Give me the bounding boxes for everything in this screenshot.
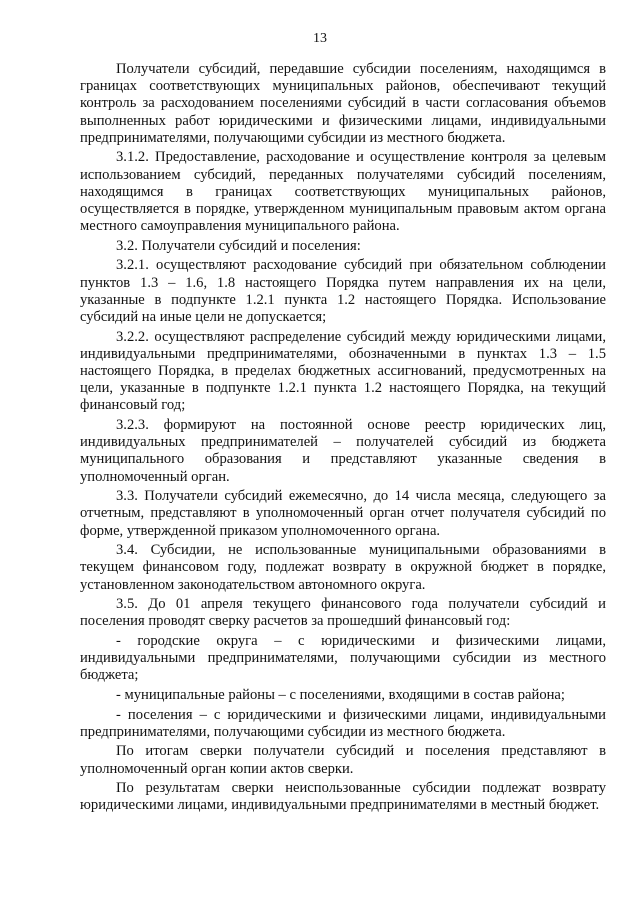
paragraph: 3.4. Субсидии, не использованные муниципальными образованиями в текущем финансовом году, подлежат возврату в окружной бюджет в порядке, установленном законодательством автономного округа. xyxy=(80,542,606,593)
list-item: - поселения – с юридическими и физическими лицами, индивидуальными предпринимателями, получающими субсидии из местного бюджета. xyxy=(80,706,606,740)
list-item: - городские округа – с юридическими и физическими лицами, индивидуальными предпринимателями, получающими субсидии из местного бюджета; xyxy=(80,633,606,684)
paragraph: 3.1.2. Предоставление, расходование и осуществление контроля за целевым использованием субсидий, переданных получателями субсидий поселениям, находящимся в границах соответствующих муниципальных районов, осуществляется в порядке, утвержденном муниципальным правовым актом органа местного самоуправления муниципального района. xyxy=(80,149,606,235)
list-item: - муниципальные районы – с поселениями, входящими в состав района; xyxy=(116,687,565,704)
paragraph: По итогам сверки получатели субсидий и поселения представляют в уполномоченный орган копии актов сверки. xyxy=(80,743,606,777)
paragraph: 3.2.2. осуществляют распределение субсидий между юридическими лицами, индивидуальными предпринимателями, обозначенными в пунктах 1.3 – 1.5 настоящего Порядка, в пределах бюджетных ассигнований, предусмотренных на цели, указанные в подпункте 1.2.1 пункта 1.2 настоящего Порядка, на текущий финансовый год; xyxy=(80,328,606,414)
paragraph: 3.3. Получатели субсидий ежемесячно, до 14 числа месяца, следующего за отчетным, представляют в уполномоченный орган отчет получателя субсидий по форме, утвержденной приказом уполномоченного органа. xyxy=(80,488,606,539)
paragraph: 3.5. До 01 апреля текущего финансового года получатели субсидий и поселения проводят сверку расчетов за прошедший финансовый год: xyxy=(80,596,606,630)
paragraph: По результатам сверки неиспользованные субсидии подлежат возврату юридическими лицами, индивидуальными предпринимателями в местный бюджет. xyxy=(80,780,606,814)
paragraph: 3.2. Получатели субсидий и поселения: xyxy=(116,237,361,254)
paragraph: 3.2.1. осуществляют расходование субсидий при обязательном соблюдении пунктов 1.3 – 1.6, 1.8 настоящего Порядка путем направления их на цели, указанные в подпункте 1.2.1 пункта 1.2 настоящего Порядка. Использование субсидий на иные цели не допускается; xyxy=(80,257,606,326)
paragraph: Получатели субсидий, передавшие субсидии поселениям, находящимся в границах соответствующих муниципальных районов, обеспечивают текущий контроль за расходованием поселениями субсидий в части согласования объемов выполненных работ юридическими и физическими лицами, индивидуальными предпринимателями, получающими субсидии из местного бюджета. xyxy=(80,61,606,146)
paragraph: 3.2.3. формируют на постоянной основе реестр юридических лиц, индивидуальных предпринимателей – получателей субсидий из бюджета муниципального образования и представляют указанные сведения в уполномоченный орган. xyxy=(80,417,606,485)
document-body xyxy=(80,61,606,817)
page-number: 13 xyxy=(313,31,327,46)
